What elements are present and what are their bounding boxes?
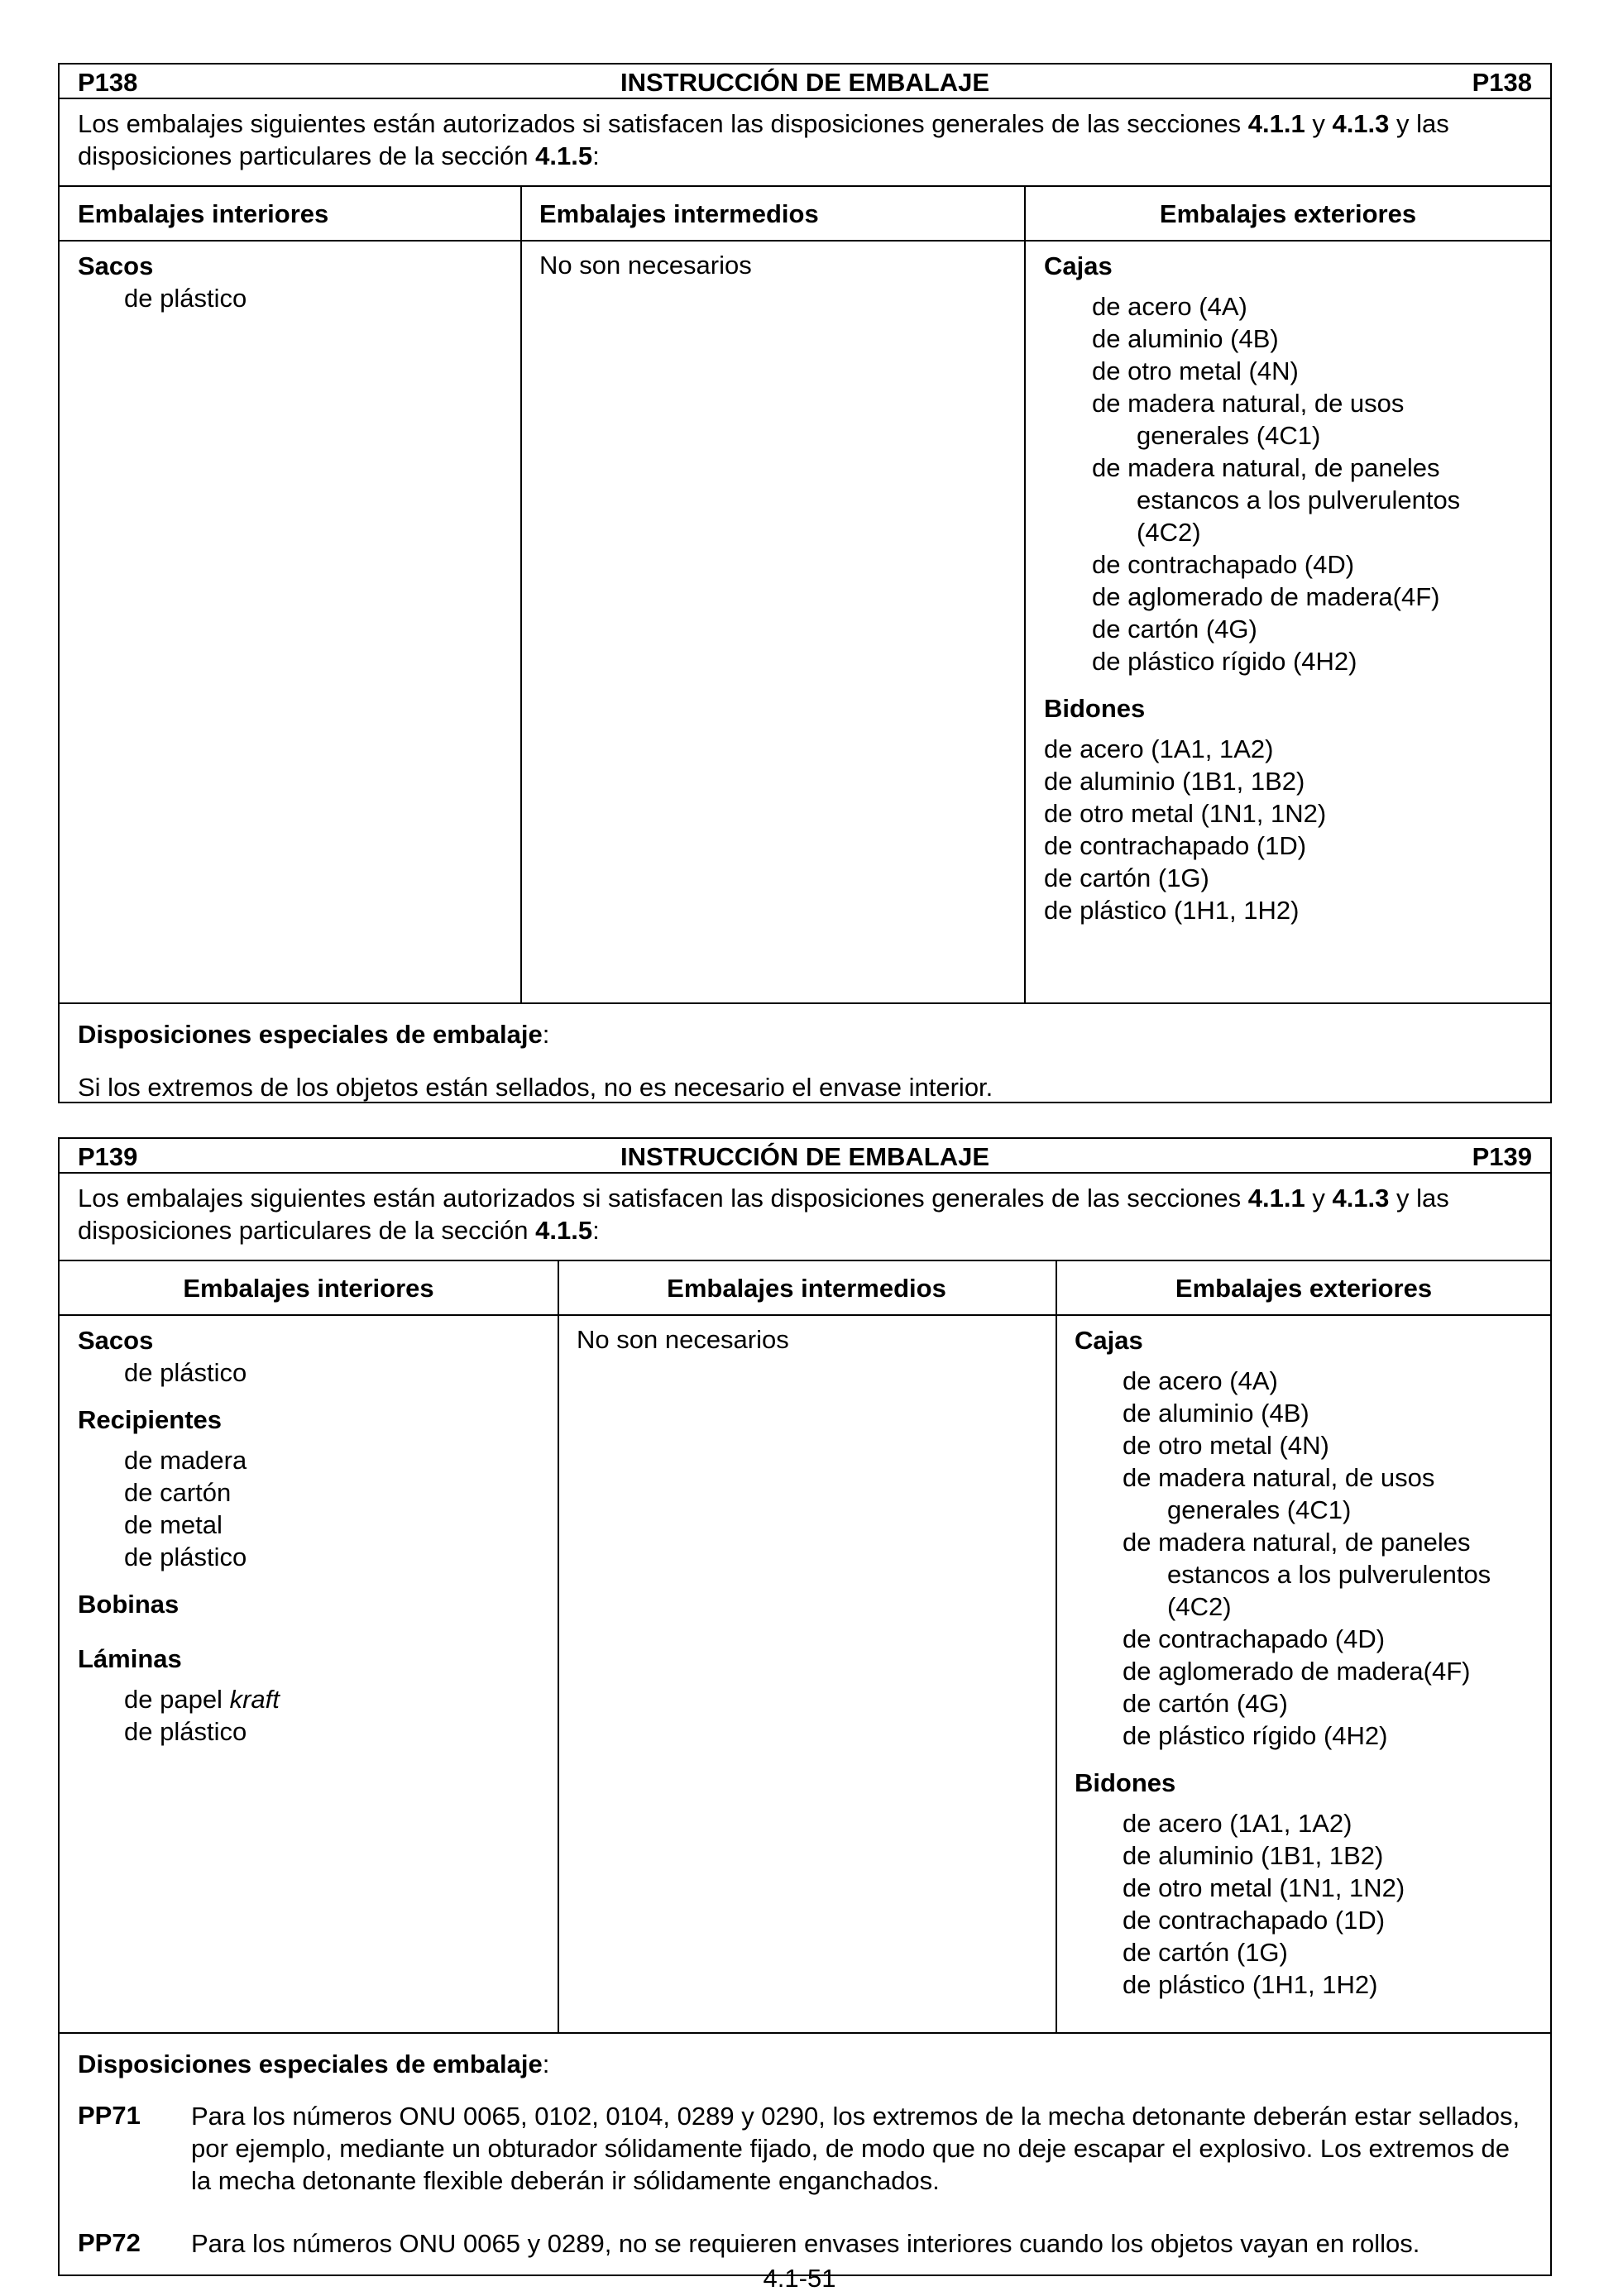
p139-sheets-label: Láminas	[78, 1644, 182, 1673]
p138-box-item: de otro metal (4N)	[1092, 356, 1299, 385]
p139-box-item: (4C2)	[1167, 1592, 1232, 1621]
p138-intro-post: y las disposiciones particulares de la sección	[78, 109, 1449, 170]
p138-ref-411: 4.1.1	[1247, 109, 1305, 138]
p138-col-inner: Embalajes interiores	[78, 199, 329, 228]
p139-drum-item: de acero (1A1, 1A2)	[1123, 1809, 1352, 1838]
p139-special-colon: :	[542, 2050, 550, 2078]
p139-receptacle-item: de metal	[124, 1510, 223, 1539]
p139-drum-item: de otro metal (1N1, 1N2)	[1123, 1873, 1405, 1902]
p139-pp71	[78, 2100, 1532, 2197]
p139-intro-mid: y	[1305, 1184, 1333, 1213]
p138-special-label: Disposiciones especiales de embalaje	[78, 1020, 543, 1049]
p138-outer-col	[1044, 250, 1460, 926]
packing-instruction-p138	[58, 63, 1552, 1103]
p138-intro-text: Los embalajes siguientes están autorizados si satisfacen las disposiciones generales de las secciones	[78, 109, 1248, 138]
p139-box-item: generales (4C1)	[1167, 1495, 1352, 1524]
p138-ref-413: 4.1.3	[1332, 109, 1390, 138]
p139-receptacle-item: de madera	[124, 1446, 247, 1475]
p139-drum-item: de aluminio (1B1, 1B2)	[1123, 1841, 1384, 1870]
p139-pp72	[78, 2227, 1532, 2260]
p139-sheets-item: de plástico	[124, 1717, 247, 1746]
p139-reels-label: Bobinas	[78, 1590, 180, 1619]
p139-box-item: de contrachapado (4D)	[1123, 1624, 1386, 1653]
p138-inner-item: de plástico	[124, 284, 247, 313]
p139-col-inner: Embalajes interiores	[183, 1274, 434, 1303]
p139-bags-item: de plástico	[124, 1358, 247, 1387]
p138-drum-item: de cartón (1G)	[1044, 863, 1209, 892]
p139-intermediate: No son necesarios	[577, 1325, 789, 1354]
p138-drums-label: Bidones	[1044, 694, 1146, 723]
p139-box-item: de aglomerado de madera(4F)	[1123, 1657, 1471, 1686]
p138-col-outer: Embalajes exteriores	[1159, 199, 1417, 228]
p138-special-provisions	[60, 1004, 1550, 1103]
p138-box-item: de madera natural, de paneles	[1092, 453, 1440, 482]
p139-pp72-text: Para los números ONU 0065 y 0289, no se requieren envases interiores cuando los objetos vayan en rollos.	[191, 2229, 1420, 2258]
p138-box-item: de aglomerado de madera(4F)	[1092, 582, 1440, 611]
p138-box-item: de acero (4A)	[1092, 292, 1247, 321]
p139-receptacles-label: Recipientes	[78, 1405, 223, 1434]
p138-drum-item: de otro metal (1N1, 1N2)	[1044, 799, 1327, 828]
p138-box-item: de contrachapado (4D)	[1092, 550, 1355, 579]
p138-box-item: de plástico rígido (4H2)	[1092, 647, 1357, 676]
p138-box-item: (4C2)	[1137, 518, 1201, 547]
p139-sheets-item-kraft: kraft	[229, 1685, 280, 1714]
p138-title: INSTRUCCIÓN DE EMBALAJE	[620, 68, 990, 97]
p139-sheets-item-text: de papel	[124, 1685, 230, 1714]
p139-sheets-item	[78, 1683, 280, 1715]
p138-box-item: generales (4C1)	[1137, 421, 1321, 450]
p139-special-label: Disposiciones especiales de embalaje	[78, 2050, 543, 2078]
p138-column-headers	[60, 187, 1550, 242]
p139-special-heading	[78, 2049, 549, 2081]
p138-code-left: P138	[78, 68, 138, 97]
p139-special-provisions	[60, 2034, 1550, 2276]
p138-code-right: P138	[1472, 68, 1532, 97]
p139-drums-label: Bidones	[1075, 1768, 1176, 1797]
p138-intro	[60, 99, 1550, 187]
p139-drum-item: de plástico (1H1, 1H2)	[1123, 1970, 1378, 1999]
p139-box-item: estancos a los pulverulentos	[1167, 1560, 1491, 1589]
p138-box-item: de madera natural, de usos	[1092, 389, 1405, 418]
p138-boxes-label: Cajas	[1044, 251, 1113, 280]
p139-receptacle-item: de cartón	[124, 1478, 232, 1507]
p139-header	[60, 1139, 1550, 1174]
p138-ref-415: 4.1.5	[535, 141, 593, 170]
p139-boxes-label: Cajas	[1075, 1326, 1143, 1355]
p139-box-item: de madera natural, de paneles	[1123, 1528, 1471, 1557]
p139-drum-item: de cartón (1G)	[1123, 1938, 1288, 1967]
p139-pp71-text: Para los números ONU 0065, 0102, 0104, 0289 y 0290, los extremos de la mecha detonante deberán estar sellados, por ejemplo, mediante un obturador sólidamente fijado, de modo que no deje escapar el explosivo. Los extremos de la mecha detonante flexible deberán ir sólidamente enganchados.	[191, 2102, 1520, 2195]
p138-intro-end: :	[592, 141, 600, 170]
p139-outer-col	[1075, 1324, 1491, 2001]
p138-special-colon: :	[542, 1020, 550, 1049]
p139-bags-label: Sacos	[78, 1326, 154, 1355]
p138-special-heading	[78, 1019, 549, 1051]
p138-drum-item: de contrachapado (1D)	[1044, 831, 1307, 860]
p138-box-item: de aluminio (4B)	[1092, 324, 1279, 353]
p139-box-item: de cartón (4G)	[1123, 1689, 1288, 1718]
p139-pp71-code: PP71	[78, 2101, 141, 2130]
p139-intro	[60, 1174, 1550, 1261]
p139-box-item: de otro metal (4N)	[1123, 1431, 1329, 1460]
p138-drum-item: de acero (1A1, 1A2)	[1044, 734, 1274, 763]
p139-drum-item: de contrachapado (1D)	[1123, 1906, 1386, 1935]
p139-ref-415: 4.1.5	[535, 1216, 593, 1245]
p139-code-right: P139	[1472, 1142, 1532, 1171]
p138-header	[60, 65, 1550, 99]
p138-special-text: Si los extremos de los objetos están sellados, no es necesario el envase interior.	[78, 1073, 993, 1102]
p138-inner-col	[78, 250, 247, 314]
p139-box-item: de madera natural, de usos	[1123, 1463, 1435, 1492]
p139-intro-end: :	[592, 1216, 600, 1245]
p138-box-item: de cartón (4G)	[1092, 615, 1257, 643]
p139-intro-text: Los embalajes siguientes están autorizados si satisfacen las disposiciones generales de las secciones	[78, 1184, 1248, 1213]
p138-intro-mid: y	[1305, 109, 1333, 138]
p139-receptacle-item: de plástico	[124, 1543, 247, 1571]
p139-column-headers	[60, 1261, 1550, 1316]
p138-inner-label: Sacos	[78, 251, 154, 280]
p138-box-item: estancos a los pulverulentos	[1137, 486, 1461, 514]
p139-ref-411: 4.1.1	[1247, 1184, 1305, 1213]
p139-ref-413: 4.1.3	[1332, 1184, 1390, 1213]
p139-inner-col	[78, 1324, 280, 1748]
p139-box-item: de aluminio (4B)	[1123, 1399, 1309, 1428]
p138-col-intermediate: Embalajes intermedios	[539, 199, 819, 228]
p139-body	[60, 1316, 1550, 2034]
p139-box-item: de acero (4A)	[1123, 1366, 1278, 1395]
p138-drum-item: de aluminio (1B1, 1B2)	[1044, 767, 1305, 796]
packing-instruction-p139	[58, 1137, 1552, 2276]
p139-col-intermediate: Embalajes intermedios	[667, 1274, 946, 1303]
p139-code-left: P139	[78, 1142, 138, 1171]
p138-intermediate: No son necesarios	[539, 251, 752, 280]
p138-body	[60, 242, 1550, 1004]
page-number: 4.1-51	[763, 2264, 836, 2293]
p139-pp72-code: PP72	[78, 2228, 141, 2257]
p138-drum-item: de plástico (1H1, 1H2)	[1044, 896, 1300, 925]
p139-box-item: de plástico rígido (4H2)	[1123, 1721, 1388, 1750]
p139-col-outer: Embalajes exteriores	[1175, 1274, 1433, 1303]
p139-title: INSTRUCCIÓN DE EMBALAJE	[620, 1142, 990, 1171]
p139-intro-post: y las disposiciones particulares de la sección	[78, 1184, 1449, 1245]
